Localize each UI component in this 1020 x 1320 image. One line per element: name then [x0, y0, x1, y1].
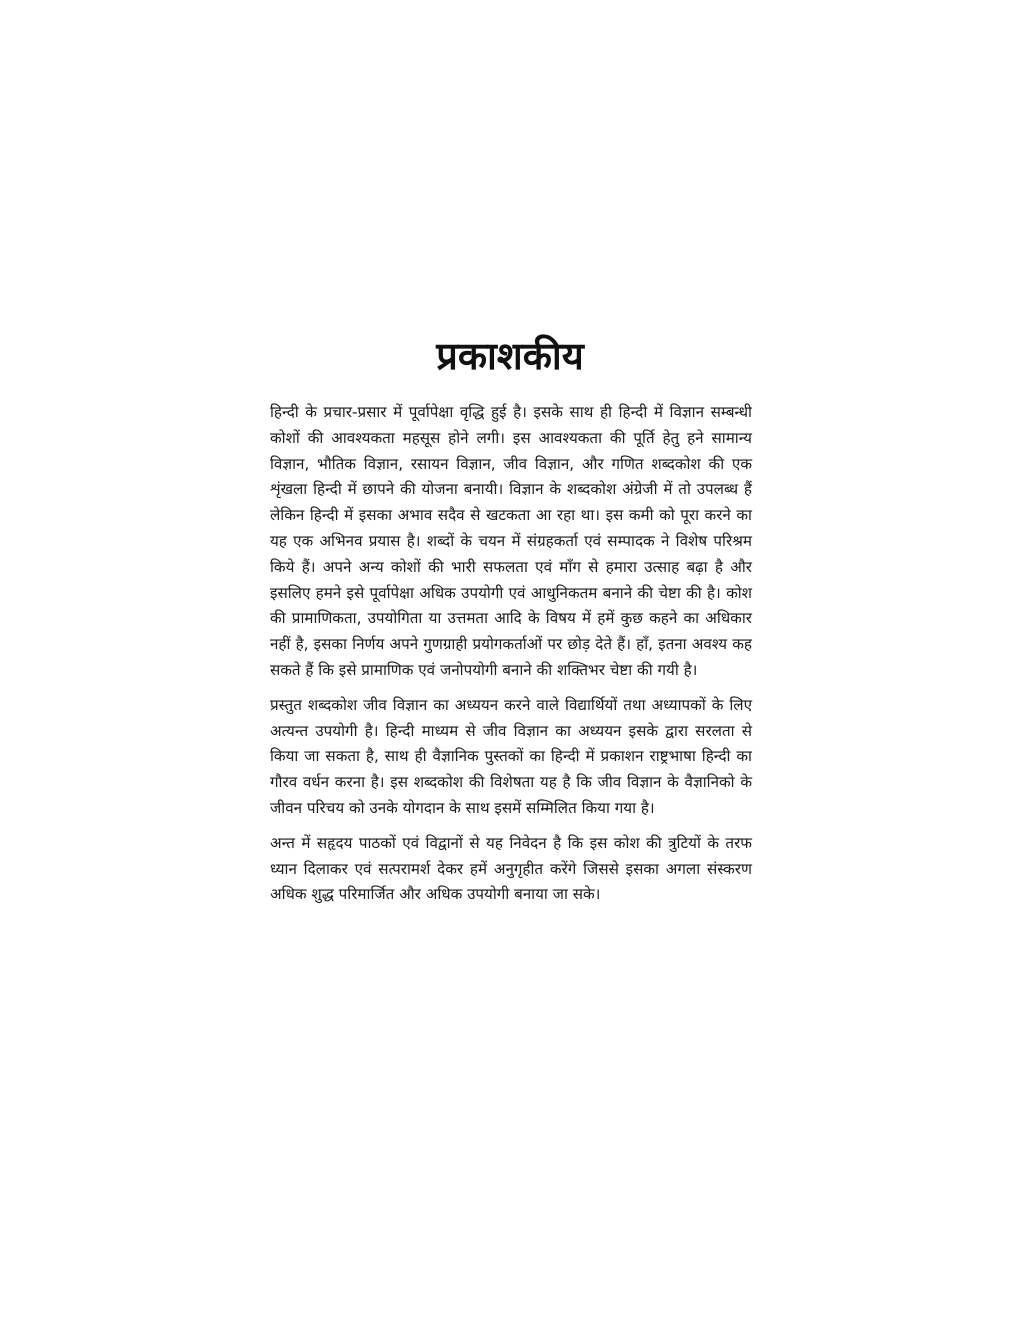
paragraph-2: प्रस्तुत शब्दकोश जीव विज्ञान का अध्ययन करने वाले विद्यार्थियों तथा अध्यापकों के लिए अत्यन्त उपयोगी है। हिन्दी माध्यम से जीव विज्ञान का अध्ययन इसके द्वारा सरलता से किया जा सकता है, साथ ही वैज्ञानिक पुस्तकों का हिन्दी में प्रकाशन राष्ट्रभाषा हिन्दी का गौरव वर्धन करना है। इस शब्दकोश की विशेषता यह है कि जीव विज्ञान के वैज्ञानिको के जीवन परिचय को उनके योगदान के साथ इसमें सम्मिलित किया गया है। — [270, 695, 752, 817]
page-title: प्रकाशकीय — [436, 334, 584, 378]
body-text — [270, 400, 752, 917]
paragraph-3: अन्त में सहृदय पाठकों एवं विद्वानों से यह निवेदन है कि इस कोश की त्रुटियों के तरफ ध्यान दिलाकर एवं सत्परामर्श देकर हमें अनुगृहीत करेंगे जिससे इसका अगला संस्करण अधिक शुद्ध परिमार्जित और अधिक उपयोगी बनाया जा सके। — [270, 833, 752, 904]
paragraph-1: हिन्दी के प्रचार-प्रसार में पूर्वापेक्षा वृद्धि हुई है। इसके साथ ही हिन्दी में विज्ञान सम्बन्धी कोशों की आवश्यकता महसूस होने लगी। इस आवश्यकता की पूर्ति हेतु हने सामान्य विज्ञान, भौतिक विज्ञान, रसायन विज्ञान, जीव विज्ञान, और गणित शब्दकोश की एक शृंखला हिन्दी में छापने की योजना बनायी। विज्ञान के शब्दकोश अंग्रेजी में तो उपलब्ध हैं लेकिन हिन्दी में इसका अभाव सदैव से खटकता आ रहा था। इस कमी को पूरा करने का यह एक अभिनव प्रयास है। शब्दों के चयन में संग्रहकर्ता एवं सम्पादक ने विशेष परिश्रम किये हैं। अपने अन्य कोशों की भारी सफलता एवं माँग से हमारा उत्साह बढ़ा है और इसलिए हमने इसे पूर्वापेक्षा अधिक उपयोगी एवं आधुनिकतम बनाने की चेष्टा की है। कोश की प्रामाणिकता, उपयोगिता या उत्तमता आदि के विषय में हमें कुछ कहने का अधिकार नहीं है, इसका निर्णय अपने गुणग्राही प्रयोगकर्ताओं पर छोड़ देते हैं। हाँ, इतना अवश्य कह सकते हैं कि इसे प्रामाणिक एवं जनोपयोगी बनाने की शक्तिभर चेष्टा की गयी है। — [270, 403, 752, 679]
